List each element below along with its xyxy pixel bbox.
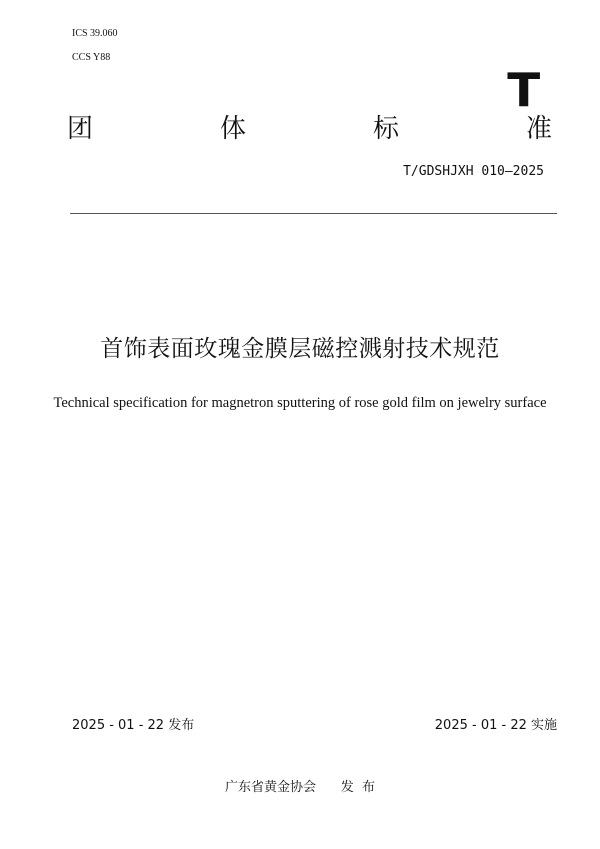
category-char-1: 团 (67, 114, 94, 144)
title-chinese: 首饰表面玫瑰金膜层磁控溅射技术规范 (100, 336, 500, 362)
title-english: Technical specification for magnetron sputtering of rose gold film on jewelry surface (53, 395, 547, 411)
standard-logo: T (507, 63, 541, 117)
category-char-3: 标 (373, 114, 400, 144)
ics-code: ICS 39.060 (72, 28, 118, 39)
publish-date: 2025 - 01 - 22 发布 (72, 718, 195, 733)
standard-number: T/GDSHJXH 010—2025 (403, 164, 544, 179)
category-char-2: 体 (220, 114, 247, 144)
ccs-code: CCS Y88 (72, 52, 111, 63)
divider (70, 213, 557, 214)
implement-date: 2025 - 01 - 22 实施 (434, 718, 557, 733)
issuer: 广东省黄金协会 发 布 (224, 780, 376, 795)
category-char-4: 准 (526, 114, 553, 144)
